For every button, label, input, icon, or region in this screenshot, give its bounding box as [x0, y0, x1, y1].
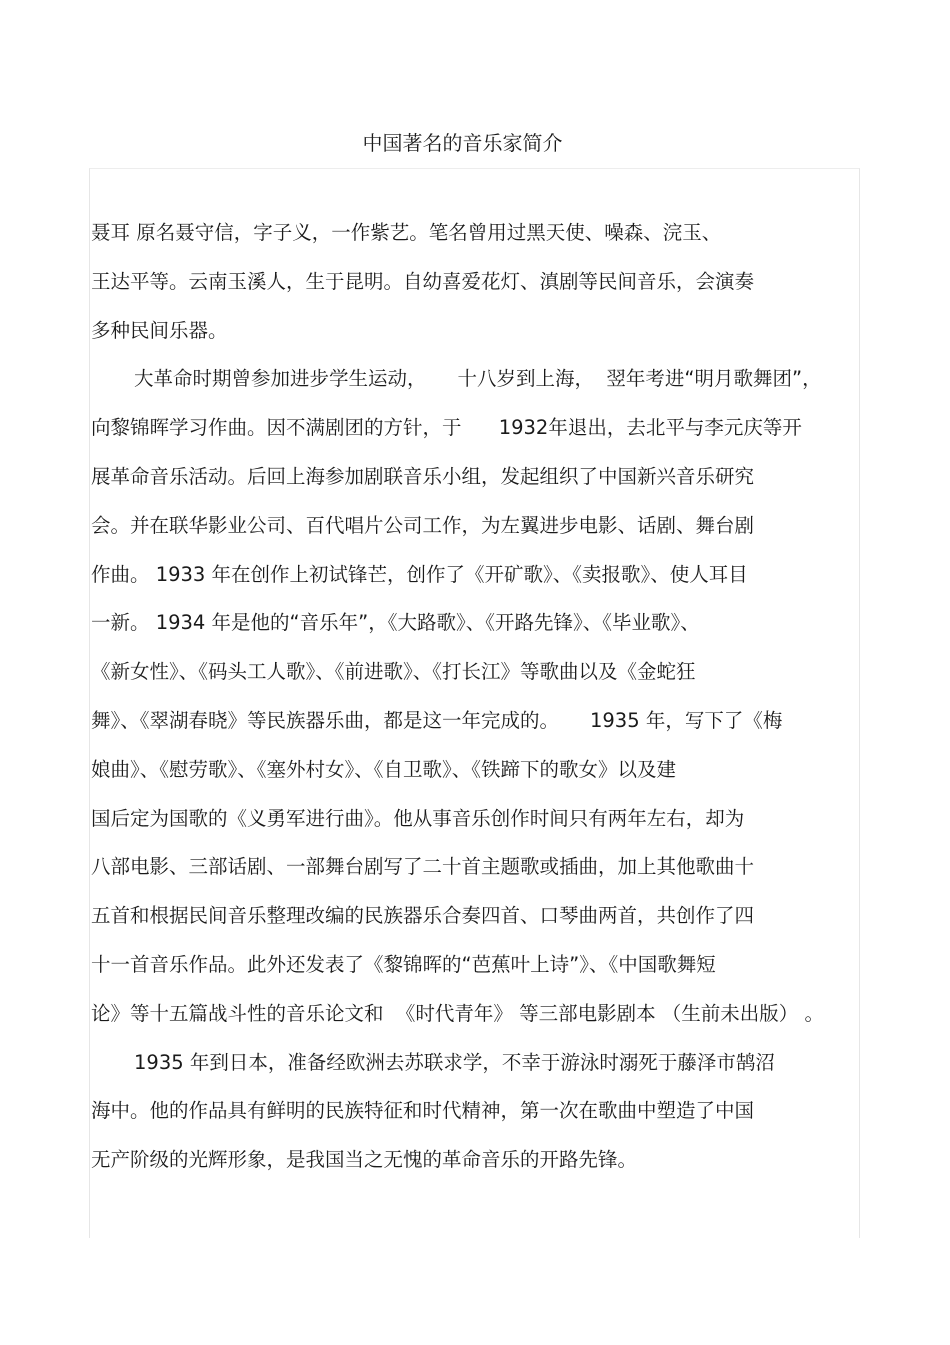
- text-line: 《新女性》、《码头工人歌》、《前进歌》、《打长江》等歌曲以及《金蛇狂: [91, 660, 696, 684]
- text-line: 国后定为国歌的《义勇军进行曲》。他从事音乐创作时间只有两年左右，却为: [91, 806, 745, 830]
- text-line: 舞》、《翠湖春晓》等民族器乐曲，都是这一年完成的。 1935 年，写下了《梅: [91, 708, 783, 732]
- text-line: 论》等十五篇战斗性的音乐论文和 《时代青年》 等三部电影剧本 （生前未出版） 。: [91, 1001, 824, 1025]
- text-line: 向黎锦晖学习作曲。因不满剧团的方针，于 1932年退出，去北平与李元庆等开: [91, 416, 802, 440]
- text-line: 无产阶级的光辉形象，是我国当之无愧的革命音乐的开路先锋。: [91, 1148, 638, 1172]
- text-line: 五首和根据民间音乐整理改编的民族器乐合奏四首、口琴曲两首，共创作了四: [91, 904, 755, 928]
- text-line: 多种民间乐器。: [91, 318, 228, 342]
- text-line: 海中。他的作品具有鲜明的民族特征和时代精神，第一次在歌曲中塑造了中国: [91, 1099, 755, 1123]
- text-line: 1935 年到日本，准备经欧洲去苏联求学，不幸于游泳时溺死于藤泽市鹄沼: [134, 1050, 775, 1074]
- body-text: [91, 210, 871, 1186]
- text-line: 会。并在联华影业公司、百代唱片公司工作，为左翼进步电影、话剧、舞台剧: [91, 513, 755, 537]
- text-line: 一新。 1934 年是他的“音乐年”，《大路歌》、《开路先锋》、《毕业歌》、: [91, 611, 700, 635]
- text-line: 十一首音乐作品。此外还发表了《黎锦晖的“芭蕉叶上诗”》、《中国歌舞短: [91, 952, 716, 976]
- document-title: 中国著名的音乐家简介: [362, 131, 563, 155]
- text-line: 八部电影、三部话剧、一部舞台剧写了二十首主题歌或插曲，加上其他歌曲十: [91, 855, 755, 879]
- text-line: 娘曲》、《慰劳歌》、《塞外村女》、《自卫歌》、《铁蹄下的歌女》以及建: [91, 757, 677, 781]
- text-line: 展革命音乐活动。后回上海参加剧联音乐小组，发起组织了中国新兴音乐研究: [91, 464, 755, 488]
- text-line: 王达平等。云南玉溪人，生于昆明。自幼喜爱花灯、滇剧等民间音乐，会演奏: [91, 269, 755, 293]
- text-line: 大革命时期曾参加进步学生运动， 十八岁到上海， 翌年考进“明月歌舞团”，: [134, 367, 822, 391]
- text-line: 作曲。 1933 年在创作上初试锋芒，创作了《开矿歌》、《卖报歌》、使人耳目: [91, 562, 748, 586]
- text-line: 聂耳 原名聂守信，字子义，一作紫艺。笔名曾用过黑天使、噪森、浣玉、: [91, 221, 722, 244]
